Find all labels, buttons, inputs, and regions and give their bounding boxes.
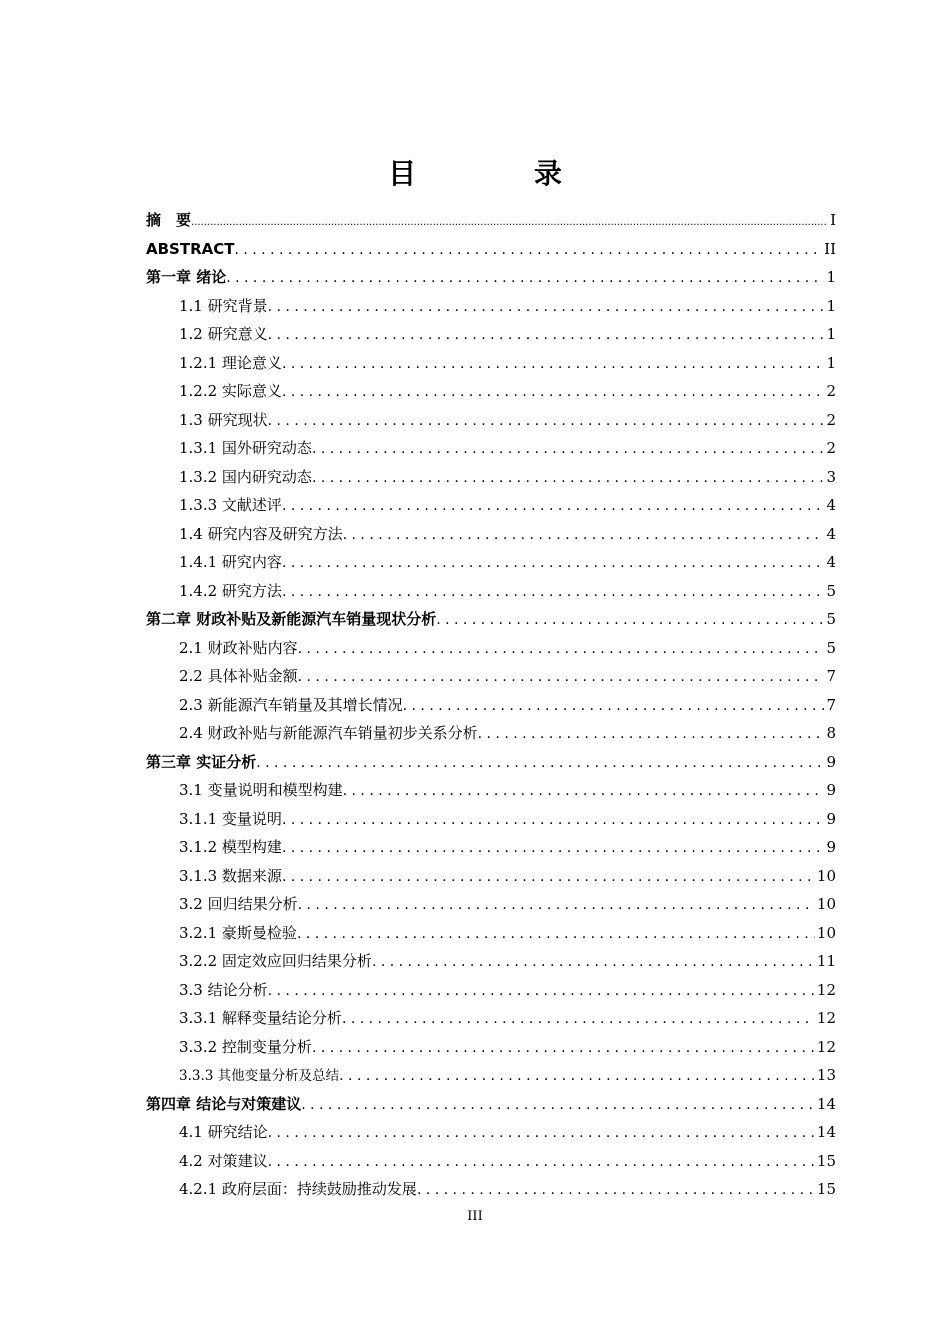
toc-entry[interactable] [146,776,836,805]
toc-entry-page: 12 [816,1037,836,1056]
dot-leader [297,920,815,949]
dot-leader [343,777,825,806]
dot-leader [417,1176,815,1205]
toc-entry-page: 1 [826,353,836,372]
toc-entry-page: 12 [816,980,836,999]
toc-entry-label: 3.1.3 数据来源 [179,866,282,885]
toc-entry-page: 1 [826,296,836,315]
toc-entry-label: 2.3 新能源汽车销量及其增长情况 [179,695,403,714]
toc-entry-page: 5 [826,638,836,657]
toc-entry-page: 4 [826,524,836,543]
dot-leader [372,948,815,977]
toc-entry[interactable] [146,349,836,378]
toc-entry-page: 14 [816,1123,836,1141]
toc-entry-label: 2.1 财政补贴内容 [179,638,298,657]
toc-entry-label: 3.3.1 解释变量结论分析 [179,1009,342,1027]
toc-entry-label: 第二章 财政补贴及新能源汽车销量现状分析 [146,610,437,628]
toc-entry-page: 5 [826,581,836,600]
dot-leader [282,378,825,407]
dot-leader [268,407,825,436]
toc-entry[interactable] [146,206,836,235]
toc-entry[interactable] [146,1147,836,1176]
toc-entry[interactable] [146,577,836,606]
toc-entry[interactable] [146,320,836,349]
dot-leader [403,692,825,721]
toc-entry-label: 2.2 具体补贴金额 [179,667,298,685]
toc-entry-label: 1.4 研究内容及研究方法 [179,524,343,543]
dot-leader [343,521,825,550]
toc-entry-page: 12 [816,1009,836,1027]
toc-entry-label: 第一章 绪论 [146,268,227,286]
toc-entry-page: 7 [826,695,836,714]
toc-entry[interactable] [146,691,836,720]
toc-entry-page: 10 [816,923,836,942]
toc-entry[interactable] [146,805,836,834]
dot-leader [339,1062,815,1091]
dot-leader [268,1148,815,1177]
toc-entry-page: 1 [826,268,836,286]
dot-leader [256,749,824,778]
toc-entry-page: 2 [826,439,836,457]
dot-leader [268,321,825,350]
toc-entry[interactable] [146,1175,836,1204]
toc-entry-label: 摘 要 [146,211,192,229]
dot-leader [298,891,815,920]
toc-entry[interactable] [146,263,836,292]
toc-entry-label: 1.4.2 研究方法 [179,581,282,600]
toc-entry-label: 2.4 财政补贴与新能源汽车销量初步关系分析 [179,724,478,742]
toc-entry[interactable] [146,862,836,891]
dot-leader [436,606,824,635]
toc-entry-label: 第三章 实证分析 [146,752,257,771]
toc-entry-page: 2 [826,382,836,400]
toc-entry-page: 3 [826,467,836,486]
dot-leader [312,435,825,464]
dot-leader [301,1091,815,1120]
toc-entry-page: 10 [816,895,836,913]
toc-entry-page: 10 [816,866,836,885]
toc-entry-label: 3.1 变量说明和模型构建 [179,781,343,799]
dot-leader [268,293,825,322]
toc-entry[interactable] [146,548,836,577]
toc-entry-page: 15 [816,1151,836,1170]
toc-entry-page: 9 [826,838,836,856]
toc-entry[interactable] [146,292,836,321]
toc-entry-label: 4.1 研究结论 [179,1123,268,1141]
toc-entry-page: I [830,211,836,229]
toc-entry-page: 13 [816,1066,836,1084]
toc-entry-label: 3.2.2 固定效应回归结果分析 [179,952,372,970]
toc-entry-label: 3.2.1 豪斯曼检验 [179,923,297,942]
dot-leader [282,863,815,892]
toc-entry[interactable] [146,1118,836,1147]
toc-entry-page: 14 [816,1094,836,1113]
dot-leader [298,663,825,692]
toc-entry[interactable] [146,833,836,862]
toc-title: 目 录 [388,157,616,190]
toc-entry-page: 15 [816,1180,836,1198]
toc-entry[interactable] [146,1090,836,1119]
dot-leader [268,977,815,1006]
toc-entry-label: 3.3 结论分析 [179,980,268,999]
toc-entry[interactable] [146,976,836,1005]
dot-leader [282,578,825,607]
toc-entry-label: 4.2.1 政府层面：持续鼓励推动发展 [179,1180,417,1198]
toc-entry[interactable] [146,748,836,777]
toc-entry[interactable] [146,890,836,919]
toc-entry[interactable] [146,1004,836,1033]
toc-entry-page: 5 [826,610,836,628]
toc-entry[interactable] [146,377,836,406]
toc-entry-label: 1.3.1 国外研究动态 [179,439,312,457]
toc-entry[interactable] [146,434,836,463]
dot-leader [342,1005,815,1034]
dot-leader [298,635,825,664]
dot-leader [312,1034,815,1063]
toc-entry-label: 3.2 回归结果分析 [179,895,298,913]
dot-leader [234,236,822,265]
toc-entry-label: 1.3 研究现状 [179,410,268,429]
toc-entry-label: 3.3.2 控制变量分析 [179,1037,312,1056]
toc-entry-label: 1.2.1 理论意义 [179,353,282,372]
toc-entry-label: 3.3.3 其他变量分析及总结 [179,1068,340,1084]
toc-entry-label: 1.1 研究背景 [179,296,268,315]
toc-entry[interactable] [146,1061,836,1090]
dot-leader [268,1119,815,1148]
toc-entry-label: 3.1.1 变量说明 [179,809,282,828]
toc-entry[interactable] [146,463,836,492]
toc-entry-page: 11 [816,952,836,970]
dot-leader [478,720,825,749]
dot-leader [282,806,825,835]
toc-entry-page: 9 [826,809,836,828]
toc-entry-page: 9 [826,752,836,771]
toc-entry-page: 8 [826,724,836,742]
dot-leader [282,350,825,379]
dot-leader [282,834,825,863]
toc-entry[interactable] [146,662,836,691]
page-number-footer: III [467,1209,483,1224]
dot-leader [282,492,825,521]
table-of-contents [146,206,836,1204]
toc-entry[interactable] [146,947,836,976]
toc-entry[interactable] [146,1033,836,1062]
toc-entry[interactable] [146,491,836,520]
toc-entry[interactable] [146,605,836,634]
toc-entry[interactable] [146,634,836,663]
toc-entry-page: 2 [826,410,836,429]
toc-entry-label: ABSTRACT [146,239,235,258]
toc-entry[interactable] [146,520,836,549]
toc-entry-label: 3.1.2 模型构建 [179,838,282,856]
toc-entry-label: 1.4.1 研究内容 [179,553,282,571]
toc-entry[interactable] [146,235,836,264]
toc-entry-label: 4.2 对策建议 [179,1151,268,1170]
toc-entry-page: 1 [826,325,836,343]
toc-entry-page: 7 [826,667,836,685]
toc-entry-page: II [824,239,836,258]
toc-entry[interactable] [146,406,836,435]
toc-entry[interactable] [146,719,836,748]
toc-entry-label: 1.2 研究意义 [179,325,268,343]
dot-leader [226,264,824,293]
toc-entry-label: 第四章 结论与对策建议 [146,1094,302,1113]
toc-entry[interactable] [146,919,836,948]
toc-entry-label: 1.2.2 实际意义 [179,382,282,400]
dot-leader [312,464,825,493]
toc-entry-page: 9 [826,781,836,799]
toc-entry-label: 1.3.2 国内研究动态 [179,467,312,486]
toc-entry-page: 4 [826,496,836,514]
dot-leader [282,549,825,578]
toc-entry-page: 4 [826,553,836,571]
toc-entry-label: 1.3.3 文献述评 [179,496,282,514]
dot-leader [191,207,828,238]
